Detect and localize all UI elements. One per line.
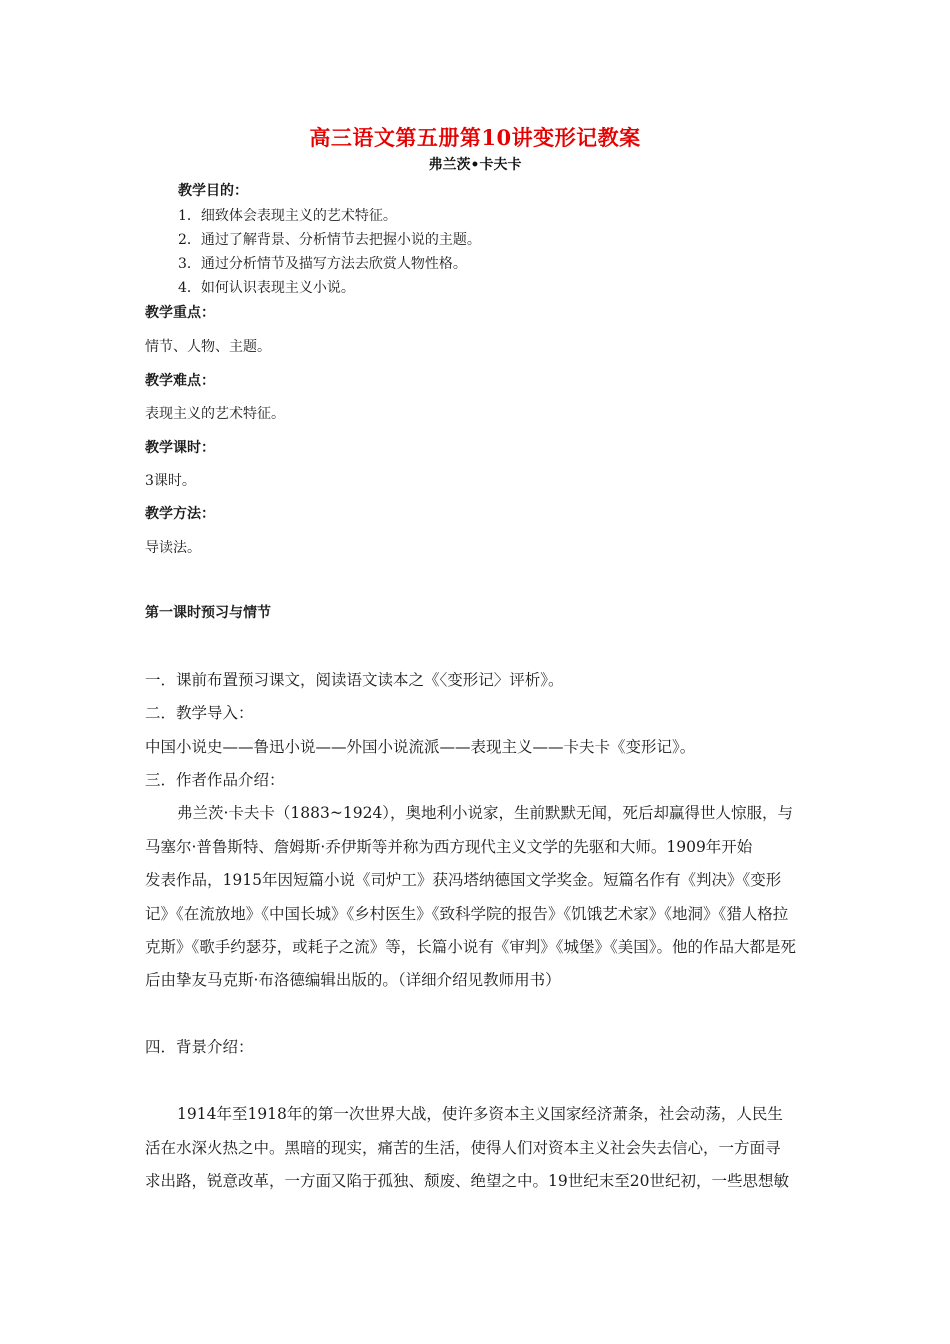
page-title: 高三语文第五册第10讲变形记教案 <box>309 125 641 150</box>
intro-line: 发表作品，1915年因短篇小说《司炉工》获冯塔纳德国文学奖金。短篇名作有《判决》《变形 <box>145 871 782 889</box>
difficulty-heading: 教学难点： <box>145 373 215 389</box>
goals-heading: 教学目的： <box>178 183 248 199</box>
author-name: 弗兰茨•卡夫卡 <box>428 157 522 173</box>
intro-line: 克斯》《歌手约瑟芬，或耗子之流》等，长篇小说有《审判》《城堡》《美国》。他的作品大都是死 <box>145 938 797 956</box>
key-points-text: 情节、人物、主题。 <box>145 339 271 355</box>
step-3: 三．作者作品介绍： <box>145 771 285 789</box>
background-line: 1914年至1918年的第一次世界大战，使许多资本主义国家经济萧条，社会动荡，人民生 <box>177 1105 783 1123</box>
intro-line: 记》《在流放地》《中国长城》《乡村医生》《致科学院的报告》《饥饿艺术家》《地洞》《猎人格拉 <box>145 905 789 923</box>
key-points-heading: 教学重点： <box>145 305 215 321</box>
step-1: 一．课前布置预习课文，阅读语文读本之《〈变形记〉评析》。 <box>145 671 564 689</box>
hours-heading: 教学课时： <box>145 440 215 456</box>
method-text: 导读法。 <box>145 540 201 556</box>
difficulty-text: 表现主义的艺术特征。 <box>145 406 285 422</box>
intro-line: 马塞尔·普鲁斯特、詹姆斯·乔伊斯等并称为西方现代主义文学的先驱和大师。1909年开始 <box>145 838 753 856</box>
lesson1-heading: 第一课时预习与情节 <box>145 605 271 621</box>
step-2: 二．教学导入： <box>145 704 254 722</box>
goal-item: 1．细致体会表现主义的艺术特征。 <box>178 208 397 224</box>
goal-item: 3．通过分析情节及描写方法去欣赏人物性格。 <box>178 256 467 272</box>
hours-text: 3课时。 <box>145 473 196 489</box>
intro-line: 弗兰茨·卡夫卡（1883~1924），奥地利小说家，生前默默无闻，死后却赢得世人惊服，与 <box>177 804 794 822</box>
goal-item: 2．通过了解背景、分析情节去把握小说的主题。 <box>178 232 481 248</box>
step-2-text: 中国小说史——鲁迅小说——外国小说流派——表现主义——卡夫卡《变形记》。 <box>145 738 696 756</box>
method-heading: 教学方法： <box>145 506 215 522</box>
background-line: 求出路，锐意改革，一方面又陷于孤独、颓废、绝望之中。19世纪末至20世纪初，一些思想敏 <box>145 1172 789 1190</box>
step-4: 四．背景介绍： <box>145 1038 254 1056</box>
goal-item: 4．如何认识表现主义小说。 <box>178 280 355 296</box>
intro-line: 后由挚友马克斯·布洛德编辑出版的。（详细介绍见教师用书） <box>145 971 561 989</box>
background-line: 活在水深火热之中。黑暗的现实，痛苦的生活，使得人们对资本主义社会失去信心，一方面寻 <box>145 1139 781 1157</box>
